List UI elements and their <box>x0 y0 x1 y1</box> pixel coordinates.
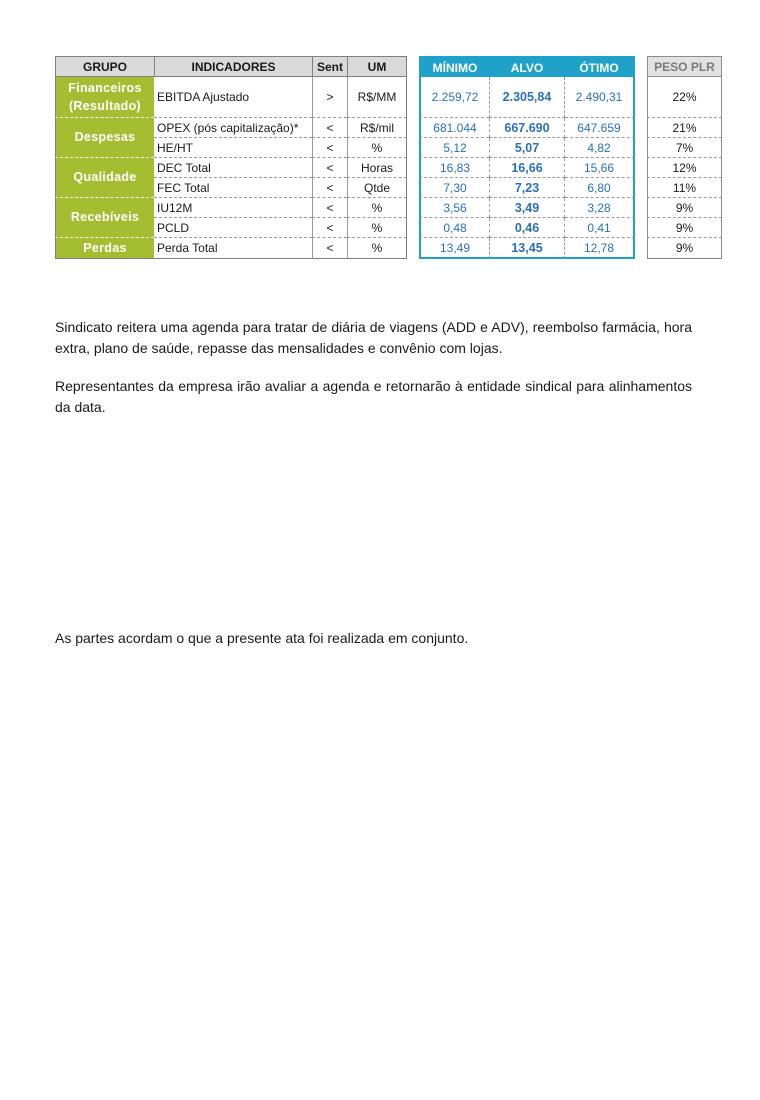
indicator-cell: EBITDA Ajustado <box>154 77 312 118</box>
minimo-cell: 681.044 <box>419 118 489 138</box>
alvo-cell: 667.690 <box>489 118 565 138</box>
group-qualidade: Qualidade <box>55 158 154 198</box>
header-otimo: ÓTIMO <box>565 56 635 77</box>
gap-cell <box>635 238 647 259</box>
gap-cell <box>407 138 419 158</box>
um-cell: % <box>347 198 407 218</box>
otimo-cell: 3,28 <box>565 198 635 218</box>
minimo-cell: 16,83 <box>419 158 489 178</box>
kpi-table <box>55 56 722 259</box>
um-cell: Qtde <box>347 178 407 198</box>
kpi-table-container <box>55 56 722 259</box>
group-perdas: Perdas <box>55 238 154 259</box>
alvo-cell: 3,49 <box>489 198 565 218</box>
um-cell: R$/MM <box>347 77 407 118</box>
alvo-cell: 0,46 <box>489 218 565 238</box>
gap-cell <box>635 118 647 138</box>
um-cell: % <box>347 238 407 259</box>
peso-cell: 12% <box>647 158 722 178</box>
indicator-cell: DEC Total <box>154 158 312 178</box>
group-despesas: Despesas <box>55 118 154 158</box>
table-row <box>55 218 722 238</box>
alvo-cell: 13,45 <box>489 238 565 259</box>
otimo-cell: 15,66 <box>565 158 635 178</box>
minimo-cell: 0,48 <box>419 218 489 238</box>
sent-cell: < <box>312 198 347 218</box>
otimo-cell: 0,41 <box>565 218 635 238</box>
minimo-cell: 2.259,72 <box>419 77 489 118</box>
header-minimo: MÍNIMO <box>419 56 489 77</box>
peso-cell: 9% <box>647 218 722 238</box>
alvo-cell: 2.305,84 <box>489 77 565 118</box>
table-row <box>55 158 722 178</box>
peso-cell: 22% <box>647 77 722 118</box>
sent-cell: < <box>312 218 347 238</box>
group-recebiveis: Recebíveis <box>55 198 154 238</box>
minimo-cell: 3,56 <box>419 198 489 218</box>
peso-cell: 9% <box>647 198 722 218</box>
peso-cell: 7% <box>647 138 722 158</box>
gap-cell <box>635 77 647 118</box>
paragraph-sindicato: Sindicato reitera uma agenda para tratar de diária de viagens (ADD e ADV), reembolso farmácia, hora extra, plano de saúde, repasse das mensalidades e convênio com lojas. <box>55 319 692 356</box>
table-header-row <box>55 56 722 77</box>
header-grupo: GRUPO <box>55 56 154 77</box>
header-um: UM <box>347 56 407 77</box>
minimo-cell: 13,49 <box>419 238 489 259</box>
gap-cell <box>635 138 647 158</box>
otimo-cell: 6,80 <box>565 178 635 198</box>
otimo-cell: 12,78 <box>565 238 635 259</box>
sent-cell: < <box>312 238 347 259</box>
sent-cell: < <box>312 138 347 158</box>
gap-cell <box>407 178 419 198</box>
table-row <box>55 238 722 259</box>
table-row <box>55 138 722 158</box>
alvo-cell: 5,07 <box>489 138 565 158</box>
gap-cell <box>635 178 647 198</box>
indicator-cell: PCLD <box>154 218 312 238</box>
paragraph-partes: As partes acordam o que a presente ata foi realizada em conjunto. <box>55 630 469 646</box>
gap-cell <box>407 198 419 218</box>
header-alvo: ALVO <box>489 56 565 77</box>
sent-cell: < <box>312 158 347 178</box>
indicator-cell: Perda Total <box>154 238 312 259</box>
indicator-cell: OPEX (pós capitalização)* <box>154 118 312 138</box>
paragraph-representantes: Representantes da empresa irão avaliar a agenda e retornarão à entidade sindical para alinhamentos da data. <box>55 378 692 415</box>
gap-cell <box>407 238 419 259</box>
peso-cell: 21% <box>647 118 722 138</box>
gap-cell <box>635 158 647 178</box>
um-cell: % <box>347 138 407 158</box>
alvo-cell: 7,23 <box>489 178 565 198</box>
peso-cell: 9% <box>647 238 722 259</box>
indicator-cell: FEC Total <box>154 178 312 198</box>
header-sent: Sent <box>312 56 347 77</box>
minimo-cell: 7,30 <box>419 178 489 198</box>
table-row <box>55 178 722 198</box>
um-cell: % <box>347 218 407 238</box>
header-indicadores: INDICADORES <box>154 56 312 77</box>
um-cell: R$/mil <box>347 118 407 138</box>
minimo-cell: 5,12 <box>419 138 489 158</box>
gap-cell <box>407 118 419 138</box>
otimo-cell: 2.490,31 <box>565 77 635 118</box>
otimo-cell: 647.659 <box>565 118 635 138</box>
sent-cell: < <box>312 178 347 198</box>
table-row <box>55 198 722 218</box>
gap-cell <box>635 198 647 218</box>
gap-cell <box>407 77 419 118</box>
gap-cell <box>407 158 419 178</box>
header-peso-plr: PESO PLR <box>647 56 722 77</box>
table-row <box>55 118 722 138</box>
gap-cell <box>407 218 419 238</box>
indicator-cell: HE/HT <box>154 138 312 158</box>
header-gap <box>407 56 419 77</box>
peso-cell: 11% <box>647 178 722 198</box>
sent-cell: > <box>312 77 347 118</box>
header-gap <box>635 56 647 77</box>
gap-cell <box>635 218 647 238</box>
sent-cell: < <box>312 118 347 138</box>
group-financeiros: Financeiros (Resultado) <box>55 77 154 118</box>
otimo-cell: 4,82 <box>565 138 635 158</box>
um-cell: Horas <box>347 158 407 178</box>
table-row <box>55 77 722 118</box>
alvo-cell: 16,66 <box>489 158 565 178</box>
indicator-cell: IU12M <box>154 198 312 218</box>
